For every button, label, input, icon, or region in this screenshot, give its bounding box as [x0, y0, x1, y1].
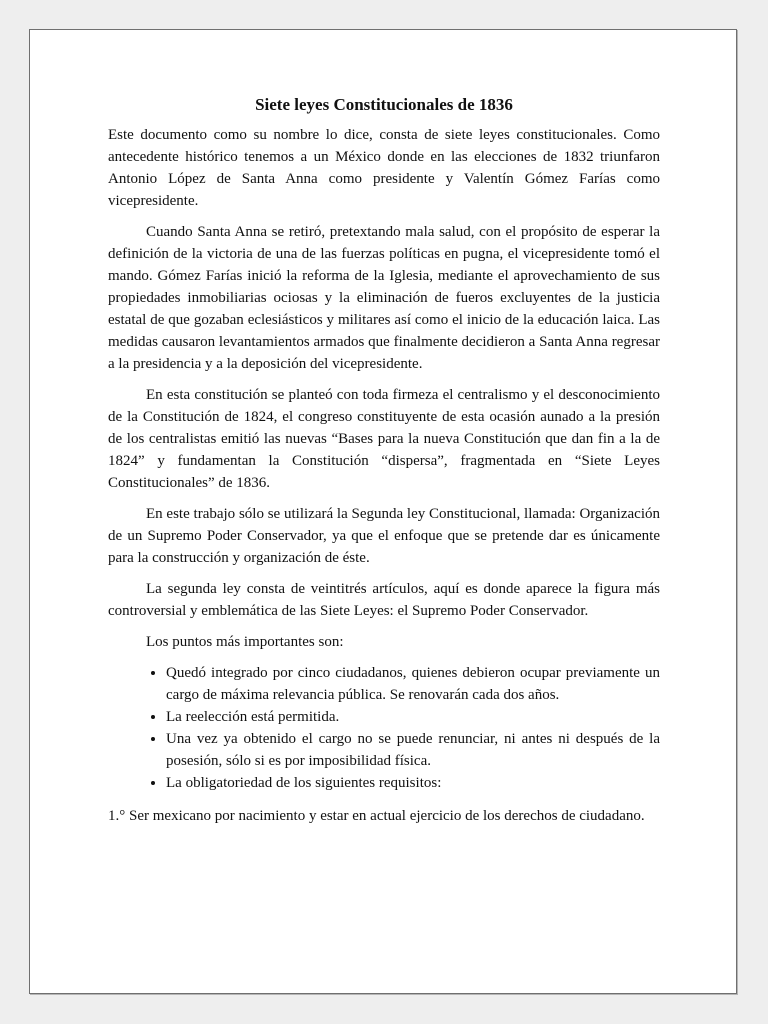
bullet-list — [108, 662, 660, 794]
document-body — [108, 94, 660, 836]
document-title: Siete leyes Constitucionales de 1836 — [255, 95, 513, 114]
list-item: • Quedó integrado por cinco ciudadanos, quienes debieron ocupar previamente un cargo de máxima relevancia pública. Se renovarán cada dos años. — [166, 662, 660, 706]
paragraph-segunda-ley: En este trabajo sólo se utilizará la Segunda ley Constitucional, llamada: Organización de un Supremo Poder Conservador, ya que el enfoque que se pretende dar es únicamente para la construcción y organización de éste. — [108, 506, 660, 566]
list-item: • Una vez ya obtenido el cargo no se puede renunciar, ni antes ni después de la posesión, sólo si es por imposibilidad física. — [166, 728, 660, 772]
paragraph-intro: Este documento como su nombre lo dice, consta de siete leyes constitucionales. Como antecedente histórico tenemos a un México donde en las elecciones de 1832 triunfaron Antonio López de Santa Anna como presidente y Valentín Gómez Farías como vicepresidente. — [108, 127, 660, 209]
paragraph-santa-anna: Cuando Santa Anna se retiró, pretextando mala salud, con el propósito de esperar la definición de la victoria de una de las fuerzas políticas en pugna, el vicepresidente tomó el mando. Gómez Farías inició la reforma de la Iglesia, mediante el aprovechamiento de sus propiedades inmobiliarias ociosas y la eliminación de fueros excluyentes de la justicia estatal de que gozaban eclesiásticos y militares así como el inicio de la educación laica. Las medidas causaron levantamientos armados que finalmente decidieron a Santa Anna regresar a la presidencia y a la deposición del vicepresidente. — [108, 224, 660, 372]
paragraph-puntos: Los puntos más importantes son: — [146, 634, 344, 650]
paragraph-articulos: La segunda ley consta de veintitrés artículos, aquí es donde aparece la figura más controversial y emblemática de las Siete Leyes: el Supremo Poder Conservador. — [108, 581, 660, 619]
paragraph-centralismo: En esta constitución se planteó con toda firmeza el centralismo y el desconocimiento de la Constitución de 1824, el congreso constituyente de esta ocasión aunado a la presión de los centralistas emitió las nuevas “Bases para la nueva Constitución que dan fin a la de 1824” y fundamentan la Constitución “dispersa”, fragmentada en “Siete Leyes Constitucionales” de 1836. — [108, 387, 660, 491]
list-item: • La obligatoriedad de los siguientes requisitos: — [166, 772, 660, 794]
document-page — [29, 29, 737, 994]
paragraph-requisito-1: 1.° Ser mexicano por nacimiento y estar en actual ejercicio de los derechos de ciudadano. — [108, 808, 645, 824]
list-item: • La reelección está permitida. — [166, 706, 660, 728]
